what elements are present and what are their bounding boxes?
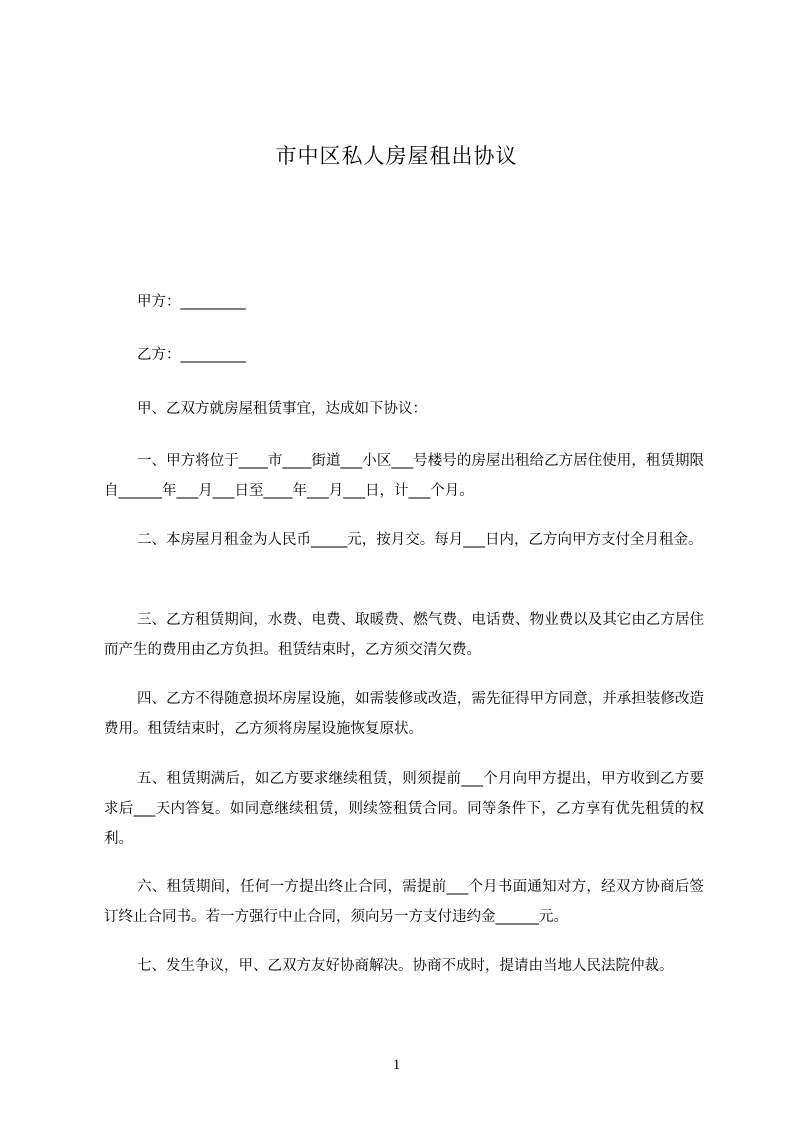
clause-1: 一、甲方将位于____市____街道___小区___号楼号的房屋出租给乙方居住使用，租赁期限自______年___月___日至____年___月___日，计___个月。	[104, 453, 704, 499]
intro-paragraph: 甲、乙双方就房屋租赁事宜，达成如下协议：	[137, 401, 427, 417]
clause-6: 六、租赁期间，任何一方提出终止合同，需提前___个月书面通知对方，经双方协商后签订终止合同书。若一方强行中止合同，须向另一方支付违约金______元。	[104, 879, 704, 925]
clause-7: 七、发生争议，甲、乙双方友好协商解决。协商不成时，提请由当地人民法院仲裁。	[137, 958, 674, 974]
page-title: 市中区私人房屋租出协议	[275, 144, 518, 168]
clause-5: 五、租赁期满后，如乙方要求继续租赁，则须提前___个月向甲方提出，甲方收到乙方要求后___天内答复。如同意继续租赁，则续签租赁合同。同等条件下，乙方享有优先租赁的权利。	[104, 771, 704, 847]
clause-4: 四、乙方不得随意损坏房屋设施，如需装修或改造，需先征得甲方同意，并承担装修改造费用。租赁结束时，乙方须将房屋设施恢复原状。	[104, 691, 704, 737]
party-a-field: 甲方：_________	[137, 294, 246, 310]
clause-2: 二、本房屋月租金为人民币_____元，按月交。每月___日内，乙方向甲方支付全月租金。	[137, 532, 703, 548]
page-number: 1	[392, 1057, 401, 1073]
clause-3: 三、乙方租赁期间，水费、电费、取暖费、燃气费、电话费、物业费以及其它由乙方居住而产生的费用由乙方负担。租赁结束时，乙方须交清欠费。	[104, 612, 704, 658]
party-b-field: 乙方：_________	[137, 347, 246, 363]
